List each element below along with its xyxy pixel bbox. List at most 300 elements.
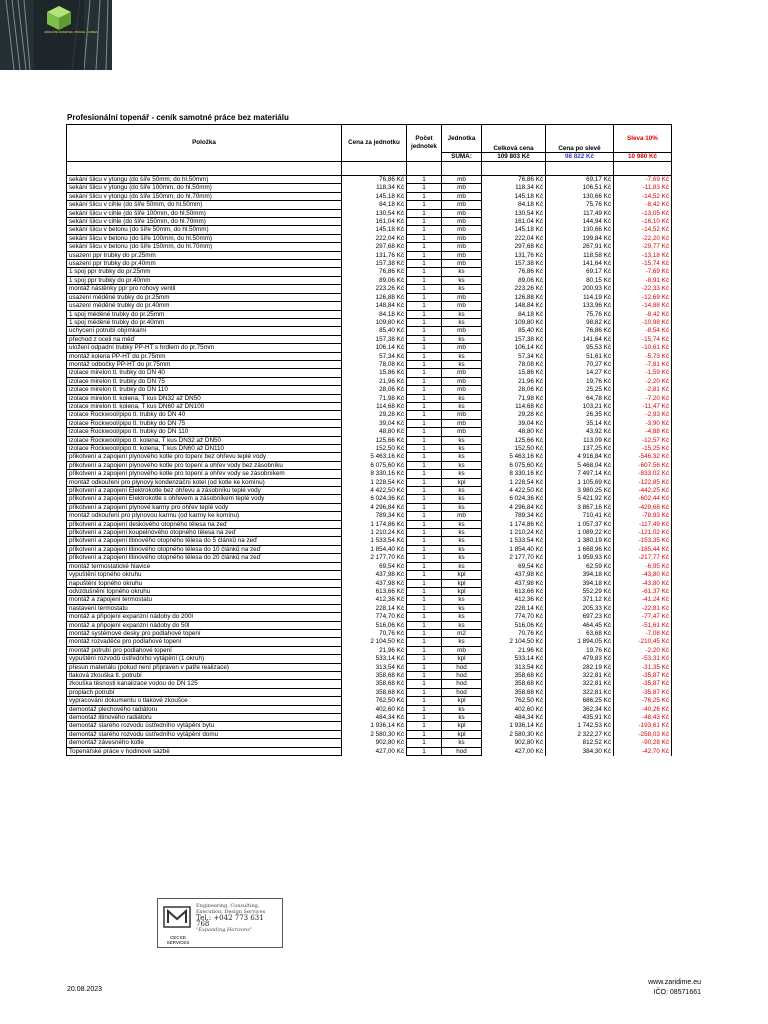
row-item: napuštění topného okruhu xyxy=(67,579,342,587)
row-discounted: 282,19 Kč xyxy=(546,663,614,671)
row-discounted: 98,82 Kč xyxy=(546,318,614,326)
row-discounted: 62,59 Kč xyxy=(546,562,614,570)
table-row xyxy=(67,360,672,368)
table-row xyxy=(67,638,672,646)
footer-contact xyxy=(648,978,701,998)
row-discount: -7,81 Kč xyxy=(614,360,672,368)
row-total: 69,54 Kč xyxy=(482,562,546,570)
row-unit-price: 125,66 Kč xyxy=(342,436,407,444)
row-discount: -61,37 Kč xyxy=(614,587,672,595)
row-count: 1 xyxy=(407,613,442,621)
row-discount: -833,02 Kč xyxy=(614,470,672,478)
row-unit-price: 484,34 Kč xyxy=(342,714,407,722)
row-discount: -8,42 Kč xyxy=(614,201,672,209)
row-unit-price: 762,50 Kč xyxy=(342,697,407,705)
row-item: přikotvení a zapojení plynového kotle pro topení a ohřev vody se zásobníkem xyxy=(67,470,342,478)
row-count: 1 xyxy=(407,344,442,352)
row-discounted: 322,81 Kč xyxy=(546,671,614,679)
row-unit-price: 28,06 Kč xyxy=(342,386,407,394)
row-unit: mb xyxy=(442,251,482,259)
row-total: 223,26 Kč xyxy=(482,285,546,293)
row-item: montáž odkouření pro plynový kondenzační kotel (od kotle ke komínu) xyxy=(67,478,342,486)
row-item: montáž odkouření pro plynovou karmu (od karmy ke komínu) xyxy=(67,512,342,520)
row-item: izolace mirelon tl. kolena, T kus DN60 až DN100 xyxy=(67,402,342,410)
row-total: 774,70 Kč xyxy=(482,613,546,621)
table-row xyxy=(67,428,672,436)
row-discounted: 394,18 Kč xyxy=(546,579,614,587)
sum-total: 109 803 Kč xyxy=(482,153,546,162)
row-discounted: 1 380,19 Kč xyxy=(546,537,614,545)
row-discounted: 63,68 Kč xyxy=(546,629,614,637)
row-unit: kpl xyxy=(442,697,482,705)
row-unit-price: 774,70 Kč xyxy=(342,613,407,621)
row-total: 8 330,16 Kč xyxy=(482,470,546,478)
row-discount: -5,73 Kč xyxy=(614,352,672,360)
row-discounted: 697,23 Kč xyxy=(546,613,614,621)
row-total: 85,40 Kč xyxy=(482,327,546,335)
row-unit-price: 114,68 Kč xyxy=(342,402,407,410)
row-total: 148,84 Kč xyxy=(482,302,546,310)
row-total: 5 463,16 Kč xyxy=(482,453,546,461)
row-item: přikotvení a zapojení litinového otopného tělesa do 10 článků na zeď xyxy=(67,545,342,553)
row-total: 76,86 Kč xyxy=(482,176,546,184)
table-row xyxy=(67,419,672,427)
row-count: 1 xyxy=(407,478,442,486)
table-row xyxy=(67,386,672,394)
row-item: montáž systémové desky pro podlahové topení xyxy=(67,629,342,637)
row-total: 84,18 Kč xyxy=(482,201,546,209)
row-discounted: 43,92 Kč xyxy=(546,428,614,436)
table-row xyxy=(67,276,672,284)
row-unit: ks xyxy=(442,394,482,402)
blank-spacer xyxy=(342,162,407,176)
row-item: izolace mirelon tl. kolena, T kus DN32 až DN50 xyxy=(67,394,342,402)
row-unit-price: 4 422,50 Kč xyxy=(342,487,407,495)
row-discount: -43,80 Kč xyxy=(614,579,672,587)
row-unit-price: 39,04 Kč xyxy=(342,419,407,427)
stamp-motto: "Expanding Horizons" xyxy=(196,927,253,933)
row-discounted: 4 916,84 Kč xyxy=(546,453,614,461)
row-discount: -442,25 Kč xyxy=(614,487,672,495)
row-item: usazení ppr trubky do pr.40mm xyxy=(67,260,342,268)
row-count: 1 xyxy=(407,596,442,604)
blank-spacer xyxy=(546,162,614,176)
row-unit: ks xyxy=(442,714,482,722)
row-discounted: 3 980,25 Kč xyxy=(546,487,614,495)
row-unit-price: 131,76 Kč xyxy=(342,251,407,259)
row-unit-price: 228,14 Kč xyxy=(342,604,407,612)
row-item: zkouška těsnosti kanalizace vodou do DN 125 xyxy=(67,680,342,688)
row-item: demontáž litinového radiátoru xyxy=(67,714,342,722)
row-unit-price: 157,38 Kč xyxy=(342,260,407,268)
row-discount: -29,77 Kč xyxy=(614,243,672,251)
row-unit: ks xyxy=(442,487,482,495)
row-discount: -153,35 Kč xyxy=(614,537,672,545)
row-discount: -12,69 Kč xyxy=(614,293,672,301)
row-item: demontáž starého rozvodu ústředního vytápění bytu xyxy=(67,722,342,730)
row-item: přikotvení a zapojení koupelnového otopného tělesa na zeď xyxy=(67,529,342,537)
row-total: 902,80 Kč xyxy=(482,739,546,747)
company-logo xyxy=(0,0,112,70)
row-unit: hod xyxy=(442,663,482,671)
table-row xyxy=(67,377,672,385)
row-unit-price: 1 533,54 Kč xyxy=(342,537,407,545)
row-discount: -35,87 Kč xyxy=(614,671,672,679)
row-count: 1 xyxy=(407,571,442,579)
row-unit-price: 297,68 Kč xyxy=(342,243,407,251)
row-discounted: 394,18 Kč xyxy=(546,571,614,579)
row-item: montáž nástěnky ppr pro rohový ventil xyxy=(67,285,342,293)
header-discounted: Cena po slevě xyxy=(546,125,614,153)
row-count: 1 xyxy=(407,587,442,595)
table-row xyxy=(67,293,672,301)
row-item: přikotvení a zapojení Elektrokotle bez ohřevu a zásobníku teplé vody xyxy=(67,487,342,495)
row-discounted: 76,86 Kč xyxy=(546,327,614,335)
header-count: Počet jednotek xyxy=(407,125,442,162)
row-discount: -122,85 Kč xyxy=(614,478,672,486)
row-count: 1 xyxy=(407,436,442,444)
row-unit: hod xyxy=(442,688,482,696)
table-row xyxy=(67,671,672,679)
row-unit-price: 148,84 Kč xyxy=(342,302,407,310)
row-count: 1 xyxy=(407,394,442,402)
row-count: 1 xyxy=(407,318,442,326)
row-unit: mb xyxy=(442,293,482,301)
row-item: usazení měděné trubky do pr.40mm xyxy=(67,302,342,310)
row-discount: -8,54 Kč xyxy=(614,327,672,335)
row-unit-price: 84,18 Kč xyxy=(342,201,407,209)
row-discounted: 464,45 Kč xyxy=(546,621,614,629)
row-discount: -22,20 Kč xyxy=(614,234,672,242)
row-total: 15,86 Kč xyxy=(482,369,546,377)
row-unit-price: 157,38 Kč xyxy=(342,335,407,343)
row-unit: mb xyxy=(442,512,482,520)
row-discounted: 1 742,53 Kč xyxy=(546,722,614,730)
row-unit-price: 437,98 Kč xyxy=(342,571,407,579)
row-discounted: 103,21 Kč xyxy=(546,402,614,410)
row-total: 6 075,60 Kč xyxy=(482,461,546,469)
row-unit: mb xyxy=(442,377,482,385)
footer-website[interactable]: www.zaridime.eu xyxy=(648,979,701,986)
row-discount: -4,88 Kč xyxy=(614,428,672,436)
row-item: přikotvení a zapojení litinového otopného tělesa do 5 článků na zeď xyxy=(67,537,342,545)
row-item: montáž a připojení expanzní nádoby do 200l xyxy=(67,613,342,621)
row-item: sekání šlicu v betonu (do šíře 100mm, do hl.50mm) xyxy=(67,234,342,242)
row-item: montáž odbočky PP-HT do pr.75mm xyxy=(67,360,342,368)
table-row xyxy=(67,218,672,226)
row-item: izolace Rockwool/pipo tl. trubky do DN 75 xyxy=(67,419,342,427)
row-unit: mb xyxy=(442,419,482,427)
row-total: 70,76 Kč xyxy=(482,629,546,637)
row-total: 76,86 Kč xyxy=(482,268,546,276)
row-count: 1 xyxy=(407,714,442,722)
row-unit-price: 1 936,14 Kč xyxy=(342,722,407,730)
row-unit-price: 222,04 Kč xyxy=(342,234,407,242)
row-unit-price: 427,00 Kč xyxy=(342,747,407,755)
row-unit-price: 85,40 Kč xyxy=(342,327,407,335)
row-item: přikotvení a zapojení deskového otopného tělesa na zeď xyxy=(67,520,342,528)
table-row xyxy=(67,335,672,343)
row-total: 484,34 Kč xyxy=(482,714,546,722)
row-discount: -48,43 Kč xyxy=(614,714,672,722)
row-unit-price: 48,80 Kč xyxy=(342,428,407,436)
row-total: 157,38 Kč xyxy=(482,260,546,268)
row-item: sekání šlicu v cihle (do šíře 150mm, do hl.70mm) xyxy=(67,218,342,226)
row-item: demontáž plechového radiátoru xyxy=(67,705,342,713)
table-row xyxy=(67,747,672,755)
row-unit-price: 130,54 Kč xyxy=(342,209,407,217)
row-discount: -15,74 Kč xyxy=(614,335,672,343)
row-item: montáž a připojení expanzní nádoby do 50l xyxy=(67,621,342,629)
table-row xyxy=(67,268,672,276)
row-total: 78,08 Kč xyxy=(482,360,546,368)
row-item: Topenářské práce v hodinové sazbě xyxy=(67,747,342,755)
row-discount: -1,59 Kč xyxy=(614,369,672,377)
table-row xyxy=(67,646,672,654)
row-discounted: 106,51 Kč xyxy=(546,184,614,192)
row-unit-price: 161,04 Kč xyxy=(342,218,407,226)
row-discount: -15,25 Kč xyxy=(614,445,672,453)
footer-ico: IČO: 08571661 xyxy=(653,989,701,996)
table-row xyxy=(67,655,672,663)
row-total: 1 936,14 Kč xyxy=(482,722,546,730)
row-unit: ks xyxy=(442,739,482,747)
row-discount: -3,90 Kč xyxy=(614,419,672,427)
row-count: 1 xyxy=(407,285,442,293)
row-discount: -22,33 Kč xyxy=(614,285,672,293)
row-discounted: 5 468,04 Kč xyxy=(546,461,614,469)
row-count: 1 xyxy=(407,461,442,469)
table-row xyxy=(67,327,672,335)
header-unit-price: Cena za jednotku xyxy=(342,125,407,162)
row-total: 157,38 Kč xyxy=(482,335,546,343)
price-table xyxy=(66,124,672,756)
row-count: 1 xyxy=(407,310,442,318)
row-unit-price: 2 177,70 Kč xyxy=(342,554,407,562)
row-item: izolace mirelon tl. trubky do DN 110 xyxy=(67,386,342,394)
row-count: 1 xyxy=(407,747,442,755)
row-discount: -77,47 Kč xyxy=(614,613,672,621)
row-count: 1 xyxy=(407,688,442,696)
row-discount: -16,10 Kč xyxy=(614,218,672,226)
row-unit: ks xyxy=(442,335,482,343)
row-discount: -2,81 Kč xyxy=(614,386,672,394)
row-item: sekání šlicu v ytongu (do šíře 150mm, do hl.70mm) xyxy=(67,192,342,200)
stamp-services: Engineering, Consulting, Execution, Design Services xyxy=(196,903,266,915)
row-unit: mb xyxy=(442,411,482,419)
row-item: izolace Rockwool/pipo tl. kolena, T kus DN60 až DN110 xyxy=(67,445,342,453)
table-row xyxy=(67,680,672,688)
table-row xyxy=(67,285,672,293)
row-count: 1 xyxy=(407,655,442,663)
row-discounted: 435,91 Kč xyxy=(546,714,614,722)
row-count: 1 xyxy=(407,192,442,200)
row-discount: -90,28 Kč xyxy=(614,739,672,747)
row-discounted: 1 105,69 Kč xyxy=(546,478,614,486)
row-unit: ks xyxy=(442,537,482,545)
row-count: 1 xyxy=(407,445,442,453)
table-row xyxy=(67,251,672,259)
table-row xyxy=(67,503,672,511)
table-row xyxy=(67,596,672,604)
row-item: izolace mirelon tl. trubky do DN 75 xyxy=(67,377,342,385)
row-total: 1 854,40 Kč xyxy=(482,545,546,553)
row-total: 2 580,30 Kč xyxy=(482,730,546,738)
row-discounted: 710,41 Kč xyxy=(546,512,614,520)
row-item: přikotvení a zapojení litinového otopného tělesa do 20 článků na zeď xyxy=(67,554,342,562)
row-unit: mb xyxy=(442,327,482,335)
row-discounted: 95,53 Kč xyxy=(546,344,614,352)
table-row xyxy=(67,697,672,705)
table-row xyxy=(67,613,672,621)
row-total: 152,50 Kč xyxy=(482,445,546,453)
row-discount: -15,74 Kč xyxy=(614,260,672,268)
row-item: usazení ppr trubky do pr.25mm xyxy=(67,251,342,259)
row-count: 1 xyxy=(407,276,442,284)
page-title: Profesionální topenář - ceník samotné práce bez materiálu xyxy=(67,113,289,122)
row-discount: -121,02 Kč xyxy=(614,529,672,537)
row-item: izolace Rockwool/pipo tl. trubky do DN 40 xyxy=(67,411,342,419)
row-total: 130,54 Kč xyxy=(482,209,546,217)
row-item: tlaková zkouška tl. potrubí xyxy=(67,671,342,679)
row-total: 71,98 Kč xyxy=(482,394,546,402)
row-discounted: 25,25 Kč xyxy=(546,386,614,394)
row-unit-price: 6 024,36 Kč xyxy=(342,495,407,503)
row-item: 1 spoj měděné trubky do pr.25mm xyxy=(67,310,342,318)
footer-date: 20.08.2023 xyxy=(67,986,103,993)
row-total: 1 533,54 Kč xyxy=(482,537,546,545)
row-unit-price: 15,86 Kč xyxy=(342,369,407,377)
row-discounted: 362,34 Kč xyxy=(546,705,614,713)
stamp-phone: Tel.: +042 773 631 768 xyxy=(196,914,264,928)
price-rows xyxy=(67,176,672,756)
row-discount: -14,52 Kč xyxy=(614,192,672,200)
table-row xyxy=(67,453,672,461)
table-row xyxy=(67,394,672,402)
header-discount: Sleva 10% xyxy=(614,125,672,153)
row-total: 106,14 Kč xyxy=(482,344,546,352)
table-row xyxy=(67,730,672,738)
table-row xyxy=(67,663,672,671)
row-total: 29,28 Kč xyxy=(482,411,546,419)
row-count: 1 xyxy=(407,629,442,637)
row-total: 412,36 Kč xyxy=(482,596,546,604)
row-unit: mb xyxy=(442,302,482,310)
blank-spacer xyxy=(407,162,442,176)
row-unit: hod xyxy=(442,671,482,679)
row-item: montáž kolena PP-HT do pr.75mm xyxy=(67,352,342,360)
row-discount: -6,95 Kč xyxy=(614,562,672,570)
row-unit-price: 358,68 Kč xyxy=(342,688,407,696)
row-unit: mb xyxy=(442,226,482,234)
row-discount: -8,42 Kč xyxy=(614,310,672,318)
table-row xyxy=(67,478,672,486)
row-unit-price: 76,86 Kč xyxy=(342,268,407,276)
row-discount: -7,69 Kč xyxy=(614,176,672,184)
row-item: přikotvení a zapojení plynového kotle pro topení a ohřev vody bez zásobníku xyxy=(67,461,342,469)
row-unit: ks xyxy=(442,554,482,562)
row-total: 1 210,24 Kč xyxy=(482,529,546,537)
row-total: 125,66 Kč xyxy=(482,436,546,444)
table-row xyxy=(67,722,672,730)
row-item: izolace Rockwool/pipo tl. kolena, T kus DN32 až DN50 xyxy=(67,436,342,444)
table-row xyxy=(67,571,672,579)
row-item: demontáž závesného kotle xyxy=(67,739,342,747)
row-item: přikotvení a zapojení plynového kotle pro topení bez ohřevu teplé vody xyxy=(67,453,342,461)
row-discount: -210,45 Kč xyxy=(614,638,672,646)
row-discounted: 2 322,27 Kč xyxy=(546,730,614,738)
row-unit-price: 1 228,54 Kč xyxy=(342,478,407,486)
row-item: sekání šlicu v betonu (do šíře 150mm, do hl.70mm) xyxy=(67,243,342,251)
table-row xyxy=(67,739,672,747)
row-unit-price: 76,86 Kč xyxy=(342,176,407,184)
table-row xyxy=(67,604,672,612)
row-total: 2 177,70 Kč xyxy=(482,554,546,562)
row-unit: mb xyxy=(442,218,482,226)
row-unit: ks xyxy=(442,310,482,318)
row-unit: ks xyxy=(442,705,482,713)
blank-spacer xyxy=(67,162,342,176)
row-discount: -76,25 Kč xyxy=(614,697,672,705)
row-discounted: 205,33 Kč xyxy=(546,604,614,612)
row-item: přikotvení a zapojení Elektrokotle s ohřevem a zásobníkem teplé vody xyxy=(67,495,342,503)
table-row xyxy=(67,621,672,629)
row-discounted: 69,17 Kč xyxy=(546,268,614,276)
row-discounted: 384,30 Kč xyxy=(546,747,614,755)
row-discount: -12,57 Kč xyxy=(614,436,672,444)
row-unit: ks xyxy=(442,436,482,444)
row-unit-price: 126,88 Kč xyxy=(342,293,407,301)
row-total: 533,14 Kč xyxy=(482,655,546,663)
table-row xyxy=(67,470,672,478)
row-count: 1 xyxy=(407,369,442,377)
row-count: 1 xyxy=(407,487,442,495)
row-unit-price: 57,34 Kč xyxy=(342,352,407,360)
row-count: 1 xyxy=(407,520,442,528)
row-unit-price: 613,66 Kč xyxy=(342,587,407,595)
row-total: 613,66 Kč xyxy=(482,587,546,595)
row-total: 437,98 Kč xyxy=(482,571,546,579)
row-count: 1 xyxy=(407,621,442,629)
row-discounted: 137,25 Kč xyxy=(546,445,614,453)
row-unit: ks xyxy=(442,503,482,511)
row-unit: mb xyxy=(442,209,482,217)
row-count: 1 xyxy=(407,293,442,301)
row-discounted: 267,91 Kč xyxy=(546,243,614,251)
row-count: 1 xyxy=(407,739,442,747)
blank-spacer xyxy=(482,162,546,176)
row-unit: ks xyxy=(442,604,482,612)
row-total: 789,34 Kč xyxy=(482,512,546,520)
row-count: 1 xyxy=(407,251,442,259)
row-discount: -2,20 Kč xyxy=(614,377,672,385)
row-discounted: 141,64 Kč xyxy=(546,260,614,268)
row-unit: mb xyxy=(442,369,482,377)
logo-caption: ZÁRUČNÍ DODATEK, PRÁCE – FIRMA xyxy=(44,30,98,34)
row-total: 48,80 Kč xyxy=(482,428,546,436)
row-discount: -53,31 Kč xyxy=(614,655,672,663)
row-discount: -40,26 Kč xyxy=(614,705,672,713)
table-row xyxy=(67,411,672,419)
row-count: 1 xyxy=(407,360,442,368)
row-item: nastavení termostatu xyxy=(67,604,342,612)
table-row xyxy=(67,520,672,528)
row-unit-price: 106,14 Kč xyxy=(342,344,407,352)
row-total: 161,04 Kč xyxy=(482,218,546,226)
row-count: 1 xyxy=(407,218,442,226)
row-total: 4 422,50 Kč xyxy=(482,487,546,495)
row-unit: mb xyxy=(442,428,482,436)
